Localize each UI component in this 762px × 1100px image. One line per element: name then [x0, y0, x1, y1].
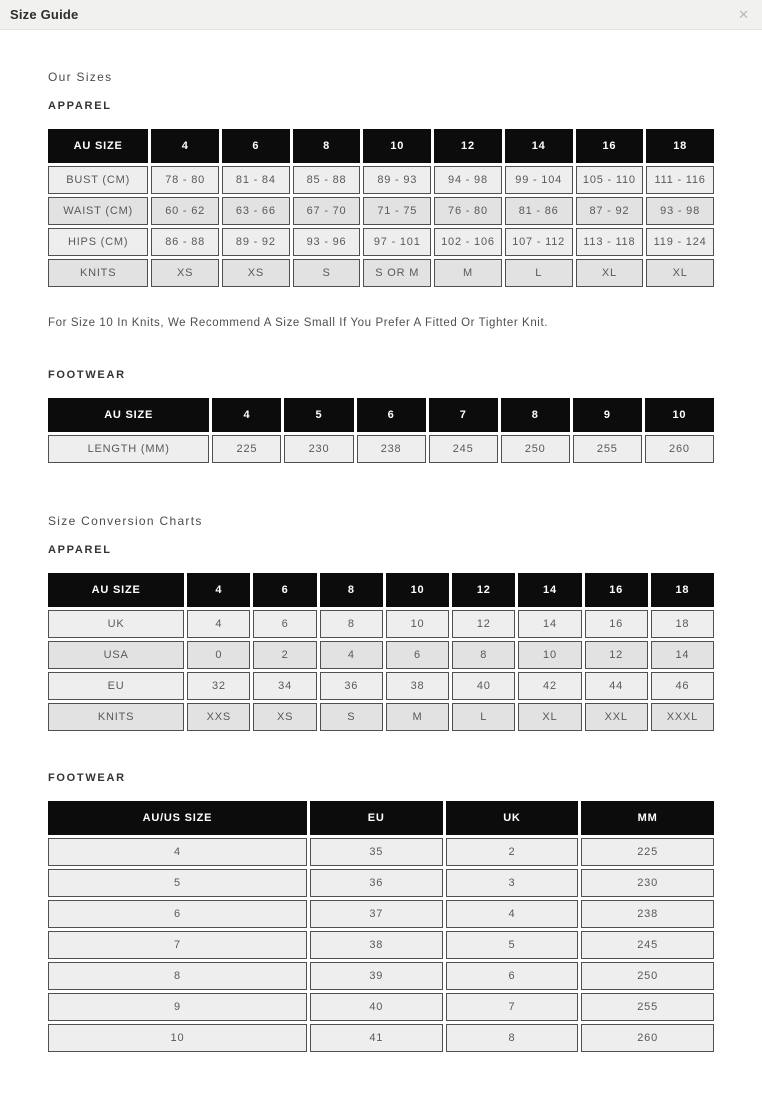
table-cell: 2: [253, 641, 316, 669]
column-header: 7: [429, 398, 498, 432]
table-cell: 89 - 93: [363, 166, 431, 194]
table-cell: 6: [253, 610, 316, 638]
table-cell: M: [434, 259, 502, 287]
table-cell: XS: [222, 259, 290, 287]
row-label: 6: [48, 900, 307, 928]
table-cell: 119 - 124: [646, 228, 714, 256]
table-cell: XXXL: [651, 703, 714, 731]
table-cell: 8: [320, 610, 383, 638]
row-label: LENGTH (MM): [48, 435, 209, 463]
column-header: 12: [434, 129, 502, 163]
table-cell: 10: [518, 641, 581, 669]
table-label-footwear-sizes: FOOTWEAR: [48, 369, 126, 381]
table-cell: 44: [585, 672, 648, 700]
table-row: [48, 259, 714, 287]
table-row: [48, 672, 714, 700]
column-header: EU: [310, 801, 443, 835]
table-cell: 105 - 110: [576, 166, 644, 194]
table-cell: 35: [310, 838, 443, 866]
column-header: AU SIZE: [48, 129, 148, 163]
table-row: [48, 869, 714, 897]
modal-title: Size Guide: [10, 7, 79, 22]
table-cell: S OR M: [363, 259, 431, 287]
header-row: [48, 573, 714, 607]
table-cell: 230: [581, 869, 714, 897]
column-header: 8: [320, 573, 383, 607]
column-header: 4: [212, 398, 281, 432]
table-cell: 245: [429, 435, 498, 463]
column-header: 4: [187, 573, 250, 607]
apparel-size-table: [45, 126, 717, 290]
table-cell: 2: [446, 838, 579, 866]
table-cell: 6: [386, 641, 449, 669]
table-cell: 34: [253, 672, 316, 700]
table-label-footwear-conversion: FOOTWEAR: [48, 772, 126, 784]
column-header: 9: [573, 398, 642, 432]
table-cell: 78 - 80: [151, 166, 219, 194]
row-label: EU: [48, 672, 184, 700]
table-cell: 113 - 118: [576, 228, 644, 256]
table-cell: 85 - 88: [293, 166, 361, 194]
table-cell: 260: [645, 435, 714, 463]
column-header: AU/US SIZE: [48, 801, 307, 835]
table-cell: 39: [310, 962, 443, 990]
row-label: 8: [48, 962, 307, 990]
table-row: [48, 1024, 714, 1052]
table-cell: 37: [310, 900, 443, 928]
column-header: 14: [518, 573, 581, 607]
table-row: [48, 993, 714, 1021]
table-cell: 8: [446, 1024, 579, 1052]
table-cell: 230: [284, 435, 353, 463]
table-cell: 40: [310, 993, 443, 1021]
header-row: [48, 398, 714, 432]
row-label: HIPS (CM): [48, 228, 148, 256]
table-cell: 32: [187, 672, 250, 700]
column-header: MM: [581, 801, 714, 835]
table-row: [48, 197, 714, 225]
table-cell: 238: [357, 435, 426, 463]
table-cell: 38: [386, 672, 449, 700]
knits-note: For Size 10 In Knits, We Recommend A Size Small If You Prefer A Fitted Or Tighter Knit.: [48, 317, 549, 329]
table-cell: 238: [581, 900, 714, 928]
footwear-size-table: [45, 395, 717, 466]
table-cell: 102 - 106: [434, 228, 502, 256]
column-header: 18: [646, 129, 714, 163]
column-header: 10: [363, 129, 431, 163]
table-cell: 63 - 66: [222, 197, 290, 225]
column-header: UK: [446, 801, 579, 835]
table-cell: 46: [651, 672, 714, 700]
column-header: 6: [357, 398, 426, 432]
table-cell: 89 - 92: [222, 228, 290, 256]
table-cell: 250: [501, 435, 570, 463]
table-row: [48, 703, 714, 731]
table-row: [48, 228, 714, 256]
table-cell: 81 - 86: [505, 197, 573, 225]
table-cell: L: [452, 703, 515, 731]
table-cell: 14: [518, 610, 581, 638]
column-header: AU SIZE: [48, 398, 209, 432]
column-header: 16: [585, 573, 648, 607]
table-cell: 99 - 104: [505, 166, 573, 194]
row-label: BUST (CM): [48, 166, 148, 194]
table-row: [48, 641, 714, 669]
table-cell: 93 - 98: [646, 197, 714, 225]
row-label: 5: [48, 869, 307, 897]
close-icon: ✕: [738, 7, 749, 22]
table-cell: S: [293, 259, 361, 287]
row-label: KNITS: [48, 259, 148, 287]
row-label: KNITS: [48, 703, 184, 731]
section-title-our-sizes: Our Sizes: [48, 70, 113, 84]
column-header: 16: [576, 129, 644, 163]
table-cell: 86 - 88: [151, 228, 219, 256]
header-row: [48, 801, 714, 835]
table-cell: 260: [581, 1024, 714, 1052]
table-cell: 5: [446, 931, 579, 959]
table-row: [48, 900, 714, 928]
table-row: [48, 610, 714, 638]
table-cell: XS: [253, 703, 316, 731]
table-cell: 12: [452, 610, 515, 638]
table-cell: XL: [646, 259, 714, 287]
table-cell: 42: [518, 672, 581, 700]
table-cell: 3: [446, 869, 579, 897]
row-label: WAIST (CM): [48, 197, 148, 225]
table-cell: 67 - 70: [293, 197, 361, 225]
header-row: [48, 129, 714, 163]
modal-body: [0, 30, 762, 1100]
row-label: 9: [48, 993, 307, 1021]
table-cell: 94 - 98: [434, 166, 502, 194]
table-row: [48, 838, 714, 866]
table-row: [48, 962, 714, 990]
column-header: 10: [386, 573, 449, 607]
column-header: 10: [645, 398, 714, 432]
column-header: 14: [505, 129, 573, 163]
column-header: 8: [501, 398, 570, 432]
table-cell: 245: [581, 931, 714, 959]
table-cell: 255: [581, 993, 714, 1021]
column-header: 18: [651, 573, 714, 607]
table-cell: L: [505, 259, 573, 287]
table-cell: XXL: [585, 703, 648, 731]
table-cell: 93 - 96: [293, 228, 361, 256]
table-label-apparel-conversion: APPAREL: [48, 544, 112, 556]
table-cell: XS: [151, 259, 219, 287]
table-cell: 14: [651, 641, 714, 669]
table-cell: 71 - 75: [363, 197, 431, 225]
table-cell: M: [386, 703, 449, 731]
table-cell: 76 - 80: [434, 197, 502, 225]
table-row: [48, 435, 714, 463]
row-label: 10: [48, 1024, 307, 1052]
row-label: 7: [48, 931, 307, 959]
table-cell: 60 - 62: [151, 197, 219, 225]
column-header: AU SIZE: [48, 573, 184, 607]
table-cell: 41: [310, 1024, 443, 1052]
column-header: 6: [222, 129, 290, 163]
table-cell: 7: [446, 993, 579, 1021]
table-cell: 12: [585, 641, 648, 669]
row-label: USA: [48, 641, 184, 669]
table-cell: S: [320, 703, 383, 731]
table-cell: 6: [446, 962, 579, 990]
table-cell: 16: [585, 610, 648, 638]
table-cell: 255: [573, 435, 642, 463]
footwear-conversion-table: [45, 798, 717, 1055]
section-title-conversion-charts: Size Conversion Charts: [48, 514, 203, 528]
table-cell: 18: [651, 610, 714, 638]
apparel-conversion-table: [45, 570, 717, 734]
modal-header: [0, 0, 762, 30]
row-label: UK: [48, 610, 184, 638]
table-cell: 111 - 116: [646, 166, 714, 194]
close-button[interactable]: [738, 8, 749, 21]
table-cell: XL: [576, 259, 644, 287]
table-label-apparel-sizes: APPAREL: [48, 100, 112, 112]
column-header: 8: [293, 129, 361, 163]
table-cell: 36: [320, 672, 383, 700]
table-cell: 225: [581, 838, 714, 866]
table-cell: XXS: [187, 703, 250, 731]
table-cell: 81 - 84: [222, 166, 290, 194]
table-cell: 225: [212, 435, 281, 463]
table-cell: 0: [187, 641, 250, 669]
table-cell: 10: [386, 610, 449, 638]
table-cell: 87 - 92: [576, 197, 644, 225]
table-cell: 97 - 101: [363, 228, 431, 256]
column-header: 12: [452, 573, 515, 607]
column-header: 4: [151, 129, 219, 163]
table-cell: 250: [581, 962, 714, 990]
table-row: [48, 931, 714, 959]
table-cell: 4: [187, 610, 250, 638]
column-header: 6: [253, 573, 316, 607]
table-cell: 4: [320, 641, 383, 669]
table-cell: XL: [518, 703, 581, 731]
table-cell: 4: [446, 900, 579, 928]
table-row: [48, 166, 714, 194]
table-cell: 107 - 112: [505, 228, 573, 256]
table-cell: 8: [452, 641, 515, 669]
row-label: 4: [48, 838, 307, 866]
table-cell: 40: [452, 672, 515, 700]
table-cell: 36: [310, 869, 443, 897]
table-cell: 38: [310, 931, 443, 959]
column-header: 5: [284, 398, 353, 432]
